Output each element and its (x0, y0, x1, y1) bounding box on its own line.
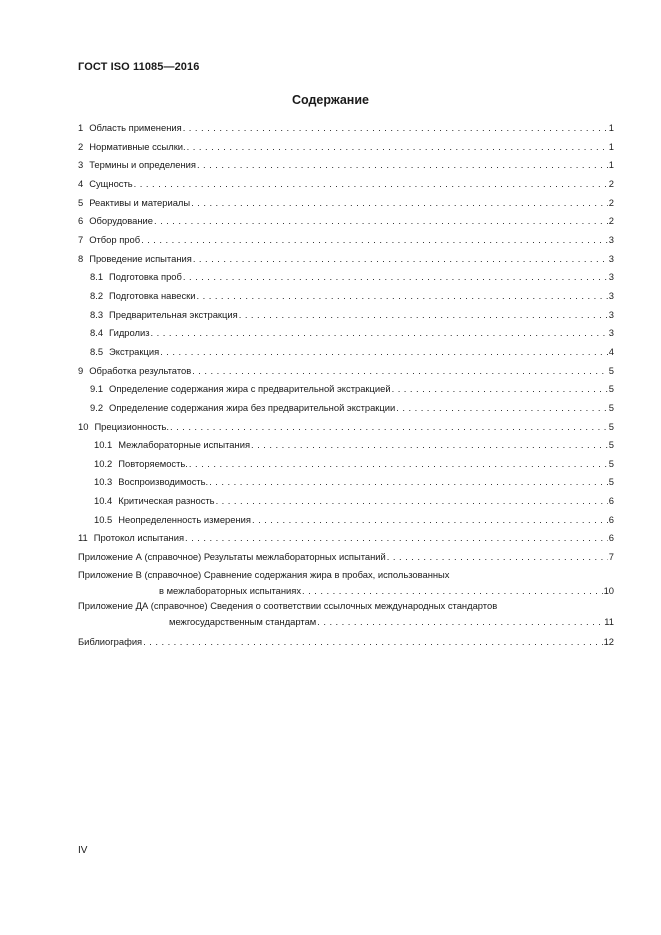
toc-leader-dots (183, 271, 608, 282)
toc-entry[interactable] (78, 253, 614, 272)
toc-entry-number: 7 (78, 233, 84, 245)
page-number: IV (78, 845, 88, 856)
toc-entry-number: 4 (78, 177, 84, 189)
toc-leader-dots (185, 532, 608, 543)
toc-leader-dots (143, 636, 602, 647)
toc-entry-number: 8.2 (90, 289, 104, 301)
toc-entry-page: 1 (608, 159, 614, 171)
toc-leader-dots (183, 122, 608, 133)
toc-leader-dots (141, 234, 608, 245)
toc-entry-page: 5 (608, 439, 614, 451)
toc-entry-page: 2 (608, 196, 614, 208)
toc-entry-page: 5 (608, 383, 614, 395)
toc-entry-page: 5 (608, 401, 614, 413)
toc-leader-dots (187, 141, 608, 152)
toc-leader-dots (239, 309, 608, 320)
toc-leader-dots (252, 514, 608, 525)
toc-entry[interactable] (78, 402, 614, 421)
toc-entry[interactable] (78, 346, 614, 365)
toc-entry[interactable] (78, 495, 614, 514)
toc-entry[interactable] (78, 159, 614, 178)
toc-entry-label: Определение содержания жира без предварительной экстракции (109, 401, 396, 413)
toc-leader-dots (197, 290, 608, 301)
toc-leader-dots (317, 616, 603, 627)
toc-entry-page: 6 (608, 495, 614, 507)
toc-entry-page: 5 (608, 457, 614, 469)
toc-entry-number: 10.4 (94, 495, 113, 507)
toc-entry-page: 3 (608, 289, 614, 301)
toc-entry-label: Подготовка навески (109, 289, 196, 301)
document-code: ГОСТ ISO 11085—2016 (78, 61, 200, 73)
appendix-entry[interactable] (78, 551, 614, 569)
toc-entry[interactable] (78, 383, 614, 402)
toc-entry-label: Экстракция (109, 345, 160, 357)
toc-leader-dots (134, 178, 608, 189)
toc-leader-dots (216, 495, 608, 506)
appendix-title: Библиография (78, 636, 143, 648)
appendix-title: Приложение А (справочное) Результаты межлабораторных испытаний (78, 551, 386, 563)
toc-entry-number: 10.3 (94, 476, 113, 488)
toc-entry-number: 9.1 (90, 383, 104, 395)
toc-entry-page: 3 (608, 308, 614, 320)
toc-leader-dots (193, 253, 608, 264)
toc-leader-dots (197, 159, 608, 170)
toc-leader-dots (160, 346, 608, 357)
table-of-contents (78, 122, 614, 655)
toc-entry-label: Термины и определения (89, 159, 196, 171)
toc-entry[interactable] (78, 141, 614, 160)
toc-leader-dots (151, 327, 608, 338)
toc-title: Содержание (291, 93, 369, 107)
toc-entry[interactable] (78, 197, 614, 216)
toc-entry-number: 10.1 (94, 439, 113, 451)
toc-entry-label: Определение содержания жира с предварительной экстракцией (109, 383, 391, 395)
toc-entry-page: 5 (608, 364, 614, 376)
toc-entry-number: 3 (78, 159, 84, 171)
appendix-page: 7 (608, 551, 614, 563)
toc-entry[interactable] (78, 290, 614, 309)
toc-entry-page: 6 (608, 513, 614, 525)
toc-entry-label: Межлабораторные испытания (118, 439, 251, 451)
toc-entry-number: 6 (78, 215, 84, 227)
toc-entry[interactable] (78, 327, 614, 346)
toc-entry[interactable] (78, 271, 614, 290)
toc-entry-page: 3 (608, 271, 614, 283)
toc-entry-page: 4 (608, 345, 614, 357)
appendix-entry[interactable] (78, 569, 614, 585)
toc-entry-page: 2 (608, 215, 614, 227)
toc-leader-dots (387, 551, 608, 562)
toc-entry-label: Неопределенность измерения (118, 513, 251, 525)
toc-leader-dots (251, 439, 608, 450)
toc-leader-dots (154, 215, 608, 226)
toc-entry-page: 1 (608, 122, 614, 133)
toc-entry-label: Предварительная экстракция (109, 308, 238, 320)
toc-entry[interactable] (78, 439, 614, 458)
toc-entry-page: 3 (608, 233, 614, 245)
toc-entry[interactable] (78, 365, 614, 384)
toc-entry-number: 2 (78, 140, 84, 152)
toc-leader-dots (302, 585, 603, 596)
appendix-entry-continuation[interactable] (78, 616, 614, 636)
toc-entry-label: Реактивы и материалы (89, 196, 191, 208)
toc-entry-number: 8.4 (90, 327, 104, 339)
toc-entry-page: 5 (608, 420, 614, 432)
appendix-entry-continuation[interactable] (78, 585, 614, 600)
appendix-title-continued: в межлабораторных испытаниях (159, 585, 302, 597)
toc-entry-label: Проведение испытания (89, 252, 192, 264)
toc-entry[interactable] (78, 476, 614, 495)
toc-entry-number: 9 (78, 364, 84, 376)
toc-entry-number: 8.5 (90, 345, 104, 357)
toc-entry-number: 8.1 (90, 271, 104, 283)
toc-entry-label: Воспроизводимость. (118, 476, 209, 488)
toc-entry-number: 8 (78, 252, 84, 264)
toc-entry-number: 1 (78, 122, 84, 133)
toc-entry-label: Протокол испытания (93, 532, 185, 544)
toc-leader-dots (192, 365, 608, 376)
toc-entry-page: 3 (608, 252, 614, 264)
toc-leader-dots (209, 476, 608, 487)
toc-entry-number: 10 (78, 420, 89, 432)
toc-entry[interactable] (78, 458, 614, 477)
appendix-title: Приложение ДА (справочное) Сведения о соответствии ссылочных международных стандартов (78, 600, 498, 612)
toc-entry-label: Сущность (89, 177, 133, 189)
appendix-page: 11 (604, 616, 614, 628)
toc-entry-label: Критическая разность (118, 495, 215, 507)
appendix-entry[interactable] (78, 636, 614, 654)
toc-entry-number: 10.5 (94, 513, 113, 525)
appendix-title-continued: межгосударственным стандартам (169, 616, 317, 628)
toc-entry-number: 10.2 (94, 457, 113, 469)
toc-entry[interactable] (78, 215, 614, 234)
toc-leader-dots (392, 383, 608, 394)
toc-entry[interactable] (78, 532, 614, 551)
appendix-page: 12 (603, 636, 614, 648)
toc-entry-page: 3 (608, 327, 614, 339)
toc-entry-page: 6 (608, 532, 614, 544)
toc-entry-number: 5 (78, 196, 84, 208)
toc-entry-label: Подготовка проб (109, 271, 182, 283)
toc-entry-number: 8.3 (90, 308, 104, 320)
toc-entry-page: 5 (608, 476, 614, 488)
appendix-entry[interactable] (78, 600, 614, 616)
toc-entry-number: 9.2 (90, 401, 104, 413)
toc-entry-number: 11 (78, 532, 88, 544)
toc-entry-label: Гидролиз (109, 327, 150, 339)
toc-entry-label: Отбор проб (89, 233, 141, 245)
toc-entry-label: Оборудование (89, 215, 153, 227)
toc-leader-dots (170, 421, 608, 432)
toc-leader-dots (396, 402, 608, 413)
toc-entry[interactable] (78, 178, 614, 197)
toc-leader-dots (191, 197, 608, 208)
toc-entry-label: Повторяемость. (118, 457, 188, 469)
toc-entry[interactable] (78, 309, 614, 328)
toc-entry-page: 2 (608, 177, 614, 189)
appendix-page: 10 (603, 585, 614, 597)
toc-entry-label: Область применения (89, 122, 182, 133)
toc-entry[interactable] (78, 122, 614, 141)
appendix-title: Приложение В (справочное) Сравнение содержания жира в пробах, использованных (78, 569, 450, 581)
toc-entry-label: Нормативные ссылки. (89, 140, 186, 152)
toc-entry-label: Прецизионность. (94, 420, 169, 432)
toc-entry[interactable] (78, 234, 614, 253)
toc-entry-label: Обработка результатов (89, 364, 192, 376)
toc-entry-page: 1 (608, 140, 614, 152)
toc-entry[interactable] (78, 514, 614, 533)
toc-leader-dots (189, 458, 608, 469)
toc-entry[interactable] (78, 421, 614, 440)
